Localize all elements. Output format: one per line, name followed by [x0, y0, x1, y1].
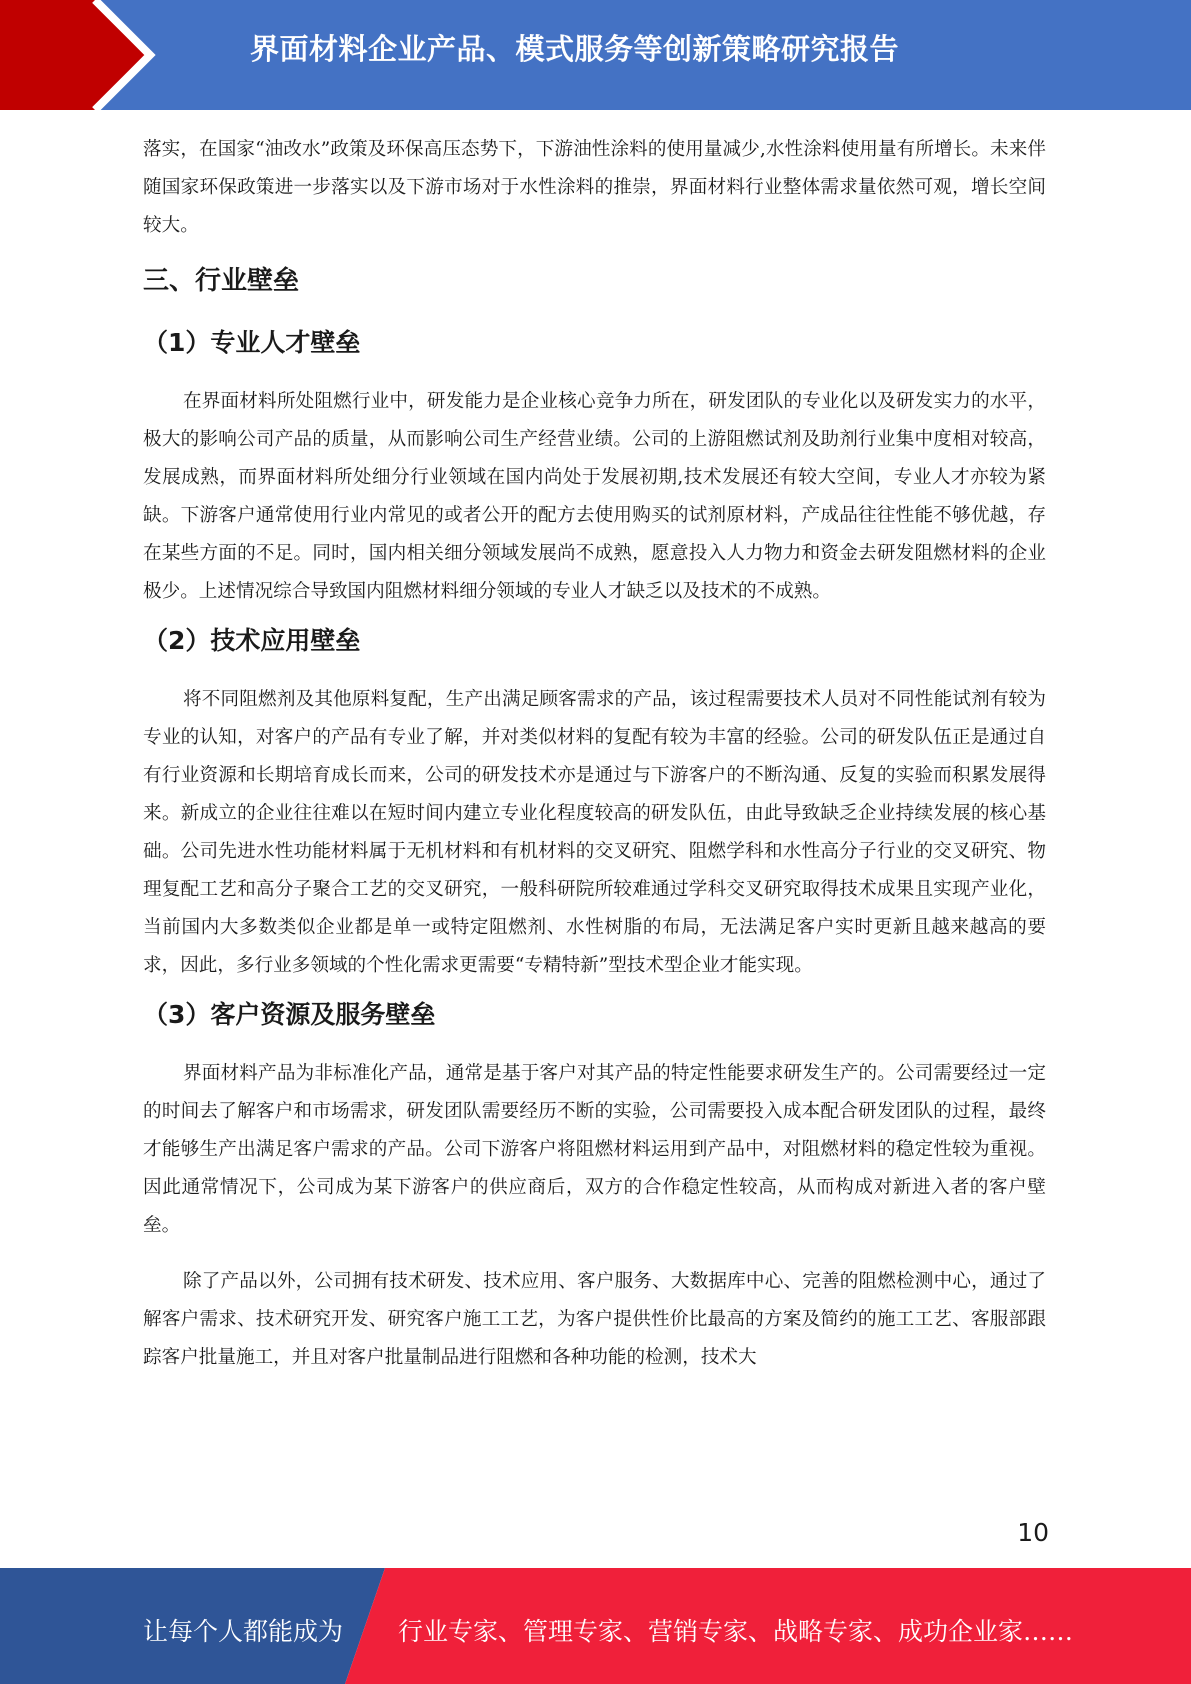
report-title: 界面材料企业产品、模式服务等创新策略研究报告 — [250, 32, 900, 66]
subsection-heading-2: （2）技术应用壁垒 — [143, 626, 361, 655]
intro-paragraph: 落实，在国家“油改水”政策及环保高压态势下，下游油性涂料的使用量减少,水性涂料使用量有所增长。未来伴随国家环保政策进一步落实以及下游市场对于水性涂料的推崇，界面材料行业整体需求量依然可观，增长空间较大。 — [143, 139, 1046, 236]
subsection-paragraph-3b: 除了产品以外，公司拥有技术研发、技术应用、客户服务、大数据库中心、完善的阻燃检测中心，通过了解客户需求、技术研究开发、研究客户施工工艺，为客户提供性价比最高的方案及简约的施工工艺、客服部跟踪客户批量施工，并且对客户批量制品进行阻燃和各种功能的检测，技术大 — [143, 1271, 1046, 1368]
header-arrow-decoration — [0, 0, 160, 110]
subsection-heading-1: （1）专业人才壁垒 — [143, 328, 361, 357]
footer-slogan-right: 行业专家、管理专家、营销专家、战略专家、成功企业家…… — [398, 1617, 1074, 1646]
section-heading: 三、行业壁垒 — [143, 266, 300, 296]
subsection-heading-3: （3）客户资源及服务壁垒 — [143, 1000, 436, 1029]
page-header — [0, 0, 1191, 110]
page-number: 10 — [1017, 1518, 1049, 1547]
subsection-paragraph-3a: 界面材料产品为非标准化产品，通常是基于客户对其产品的特定性能要求研发生产的。公司需要经过一定的时间去了解客户和市场需求，研发团队需要经历不断的实验，公司需要投入成本配合研发团队的过程，最终才能够生产出满足客户需求的产品。公司下游客户将阻燃材料运用到产品中，对阻燃材料的稳定性较为重视。因此通常情况下，公司成为某下游客户的供应商后，双方的合作稳定性较高，从而构成对新进入者的客户壁垒。 — [143, 1063, 1046, 1236]
footer-slogan-left: 让每个人都能成为 — [143, 1617, 344, 1646]
subsection-paragraph-1: 在界面材料所处阻燃行业中，研发能力是企业核心竞争力所在，研发团队的专业化以及研发实力的水平，极大的影响公司产品的质量，从而影响公司生产经营业绩。公司的上游阻燃试剂及助剂行业集中度相对较高，发展成熟，而界面材料所处细分行业领域在国内尚处于发展初期,技术发展还有较大空间，专业人才亦较为紧缺。下游客户通常使用行业内常见的或者公开的配方去使用购买的试剂原材料，产成品往往性能不够优越，存在某些方面的不足。同时，国内相关细分领域发展尚不成熟，愿意投入人力物力和资金去研发阻燃材料的企业极少。上述情况综合导致国内阻燃材料细分领域的专业人才缺乏以及技术的不成熟。 — [143, 391, 1046, 602]
subsection-paragraph-2: 将不同阻燃剂及其他原料复配，生产出满足顾客需求的产品，该过程需要技术人员对不同性能试剂有较为专业的认知，对客户的产品有专业了解，并对类似材料的复配有较为丰富的经验。公司的研发队伍正是通过自有行业资源和长期培育成长而来，公司的研发技术亦是通过与下游客户的不断沟通、反复的实验而积累发展得来。新成立的企业往往难以在短时间内建立专业化程度较高的研发队伍，由此导致缺乏企业持续发展的核心基础。公司先进水性功能材料属于无机材料和有机材料的交叉研究、阻燃学科和水性高分子行业的交叉研究、物理复配工艺和高分子聚合工艺的交叉研究，一般科研院所较难通过学科交叉研究取得技术成果且实现产业化，当前国内大多数类似企业都是单一或特定阻燃剂、水性树脂的布局，无法满足客户实时更新且越来越高的要求，因此，多行业多领域的个性化需求更需要“专精特新”型技术型企业才能实现。 — [143, 689, 1046, 976]
document-body — [143, 131, 1046, 1377]
page-footer — [0, 1568, 1191, 1684]
